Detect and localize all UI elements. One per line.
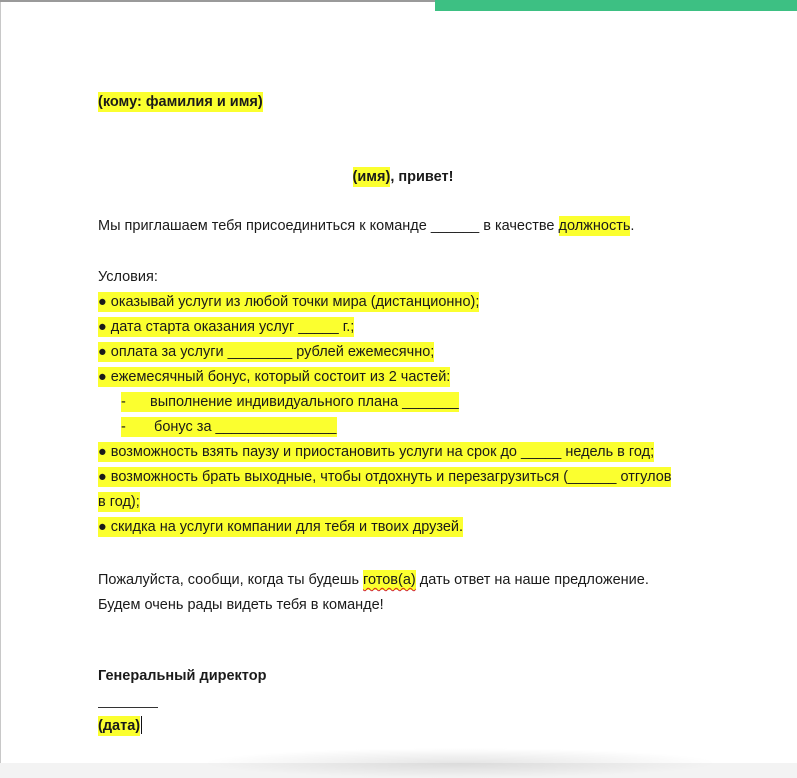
condition-discount: ● скидка на услуги компании для тебя и твоих друзей. <box>98 519 464 535</box>
condition-item-cont[interactable] <box>98 491 140 513</box>
intro-paragraph[interactable] <box>98 215 634 237</box>
greeting-line[interactable] <box>98 166 708 188</box>
intro-text: Мы приглашаем тебя присоединиться к команде ______ в качестве <box>98 218 559 234</box>
condition-start-date: ● дата старта оказания услуг _____ г.; <box>98 319 355 335</box>
recipient-line[interactable] <box>98 91 263 113</box>
text-cursor <box>141 716 142 734</box>
subitem-bullet <box>121 392 459 412</box>
closing-text-end: дать ответ на наше предложение. <box>415 572 649 588</box>
condition-remote: ● оказывай услуги из любой точки мира (дистанционно); <box>98 294 480 310</box>
top-divider <box>0 0 435 2</box>
ready-placeholder: готов(а) <box>363 572 416 588</box>
conditions-title: Условия: <box>98 269 158 285</box>
condition-item[interactable] <box>98 366 450 388</box>
condition-item[interactable] <box>98 466 671 488</box>
closing-line-2: Будем очень рады видеть тебя в команде! <box>98 597 384 613</box>
bonus-subitem[interactable] <box>121 416 337 438</box>
condition-item[interactable] <box>98 516 463 538</box>
condition-days-off-cont: в год); <box>98 494 140 510</box>
condition-item[interactable] <box>98 316 354 338</box>
condition-item[interactable] <box>98 291 479 313</box>
signature-line <box>98 707 158 708</box>
page-shadow <box>200 748 720 778</box>
condition-item[interactable] <box>98 341 434 363</box>
subitem-bullet <box>121 417 337 437</box>
date-line[interactable] <box>98 715 142 737</box>
signature-title: Генеральный директор <box>98 668 267 684</box>
intro-end: . <box>630 218 635 234</box>
subitem-individual-plan: выполнение индивидуального плана _______ <box>150 394 459 410</box>
condition-payment: ● оплата за услуги ________ рублей ежемесячно; <box>98 344 435 360</box>
closing-text: Пожалуйста, сообщи, когда ты будешь <box>98 572 364 588</box>
subitem-bonus-for: бонус за _______________ <box>154 419 337 435</box>
greeting-name-placeholder: (имя) <box>352 169 391 185</box>
greeting-text: , привет! <box>390 169 454 185</box>
dash: - <box>121 394 126 410</box>
condition-pause: ● возможность взять паузу и приостановить услуги на срок до _____ недель в год; <box>98 444 655 460</box>
condition-bonus: ● ежемесячный бонус, который состоит из 2 частей: <box>98 369 451 385</box>
date-placeholder: (дата) <box>98 718 141 734</box>
closing-paragraph[interactable] <box>98 569 649 591</box>
dash: - <box>121 419 126 435</box>
bonus-subitem[interactable] <box>121 391 459 413</box>
accent-bar <box>435 0 797 11</box>
condition-days-off: ● возможность брать выходные, чтобы отдохнуть и перезагрузиться (______ отгулов <box>98 469 672 485</box>
page-left-border <box>0 0 1 763</box>
position-placeholder: должность <box>558 218 631 234</box>
condition-item[interactable] <box>98 441 654 463</box>
recipient-placeholder: (кому: фамилия и имя) <box>98 94 263 110</box>
